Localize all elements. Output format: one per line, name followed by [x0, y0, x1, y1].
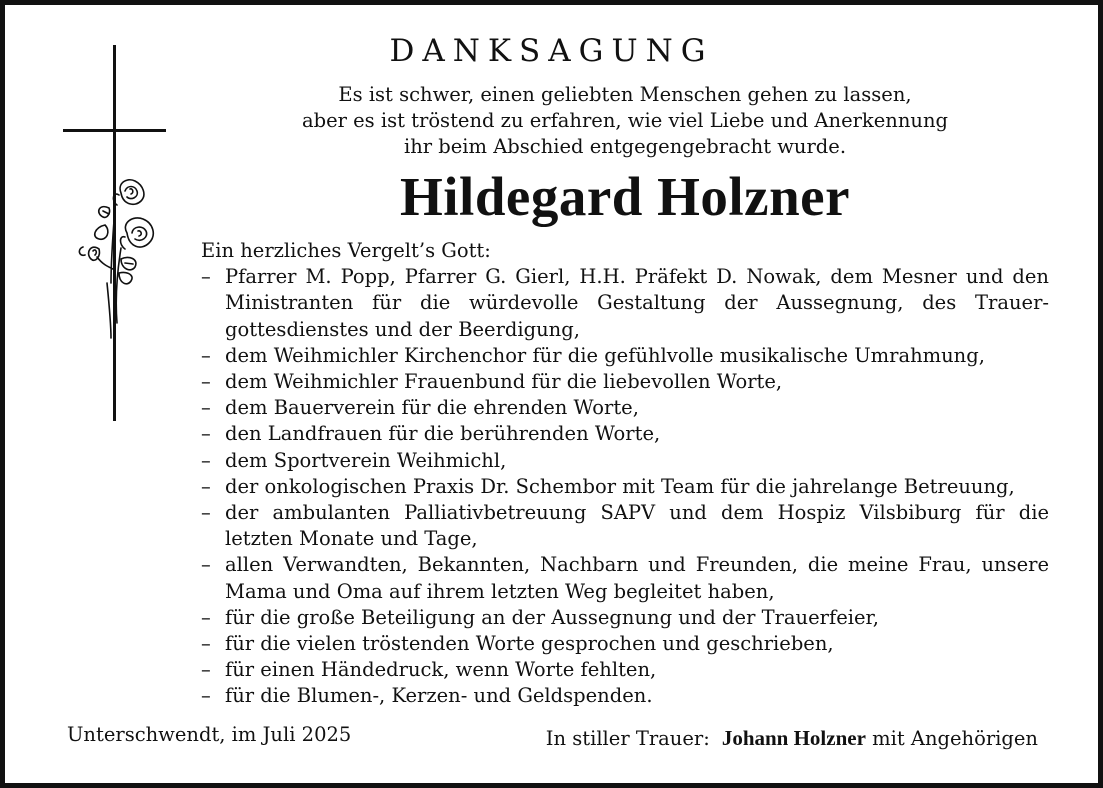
list-item-text: dem Sportverein Weihmichl,	[225, 448, 507, 472]
intro-line: Es ist schwer, einen geliebten Menschen gehen zu lassen,	[338, 83, 912, 106]
list-item-text: dem Weihmichler Frauenbund für die liebevollen Worte,	[225, 370, 783, 394]
mourners	[546, 726, 1038, 751]
intro-line: aber es ist tröstend zu erfahren, wie viel Liebe und Anerkennung	[301, 109, 949, 132]
list-item-text: für die große Beteiligung an der Aussegnung und der Trauerfeier,	[225, 605, 879, 629]
mourner-name: Johann Holzner	[721, 726, 866, 750]
list-item	[201, 683, 1049, 709]
list-item	[201, 421, 1049, 447]
page-title: DANKSAGUNG	[389, 33, 714, 69]
dash-bullet: –	[201, 422, 211, 446]
list-item	[201, 395, 1049, 421]
thanks-section	[201, 238, 1049, 710]
dash-bullet: –	[201, 370, 211, 394]
dash-bullet: –	[201, 605, 211, 629]
dash-bullet: –	[201, 658, 211, 682]
place-date: Unterschwendt, im Juli 2025	[67, 723, 352, 746]
list-item-text: allen Verwandten, Bekannten, Nachbarn und Freunden, die meine Frau, unsere Mama und Oma auf ihrem letzten Weg begleitet haben,	[225, 553, 1049, 603]
list-item-text: der ambulanten Palliativbetreuung SAPV und dem Hospiz Vilsbiburg für die letzten Monate und Tage,	[225, 501, 1049, 551]
mourning-label: In stiller Trauer:	[545, 727, 710, 750]
list-item	[201, 264, 1049, 343]
list-item	[201, 552, 1049, 604]
dash-bullet: –	[201, 501, 211, 525]
list-item-text: der onkologischen Praxis Dr. Schembor mit Team für die jahrelange Betreuung,	[225, 474, 1015, 498]
mourner-suffix: mit Angehörigen	[872, 727, 1038, 750]
cross-icon	[63, 45, 166, 421]
list-item-text: dem Weihmichler Kirchenchor für die gefühlvolle musikalische Umrahmung,	[225, 343, 985, 367]
thanks-list	[201, 264, 1049, 709]
dash-bullet: –	[201, 448, 211, 472]
list-item	[201, 343, 1049, 369]
list-item-text: für die vielen tröstenden Worte gesprochen und geschrieben,	[225, 632, 834, 656]
intro-line: ihr beim Abschied entgegengebracht wurde.	[403, 135, 847, 158]
deceased-name: Hildegard Holzner	[400, 166, 850, 227]
list-item	[201, 605, 1049, 631]
intro-text	[195, 82, 1055, 160]
cross-with-roses-art	[55, 43, 175, 428]
list-item	[201, 631, 1049, 657]
list-item-text: dem Bauerverein für die ehrenden Worte,	[225, 396, 639, 420]
list-item	[201, 657, 1049, 683]
dash-bullet: –	[201, 632, 211, 656]
dash-bullet: –	[201, 553, 211, 577]
dash-bullet: –	[201, 396, 211, 420]
dash-bullet: –	[201, 343, 211, 367]
list-item	[201, 474, 1049, 500]
list-item	[201, 500, 1049, 552]
list-item	[201, 448, 1049, 474]
list-item	[201, 369, 1049, 395]
dash-bullet: –	[201, 684, 211, 708]
roses-icon	[79, 180, 153, 338]
dash-bullet: –	[201, 265, 211, 289]
greeting: Ein herzliches Vergelt’s Gott:	[201, 239, 491, 262]
dash-bullet: –	[201, 474, 211, 498]
list-item-text: den Landfrauen für die berührenden Worte,	[225, 422, 661, 446]
list-item-text: für einen Händedruck, wenn Worte fehlten,	[225, 658, 657, 682]
list-item-text: für die Blumen-, Kerzen- und Geldspenden.	[225, 684, 653, 708]
list-item-text: Pfarrer M. Popp, Pfarrer G. Gierl, H.H. Präfekt D. Nowak, dem Mesner und den Ministranten für die würdevolle Gestaltung der Aussegnung, des Trauergottesdienstes und der Beerdigung,	[225, 265, 1049, 341]
